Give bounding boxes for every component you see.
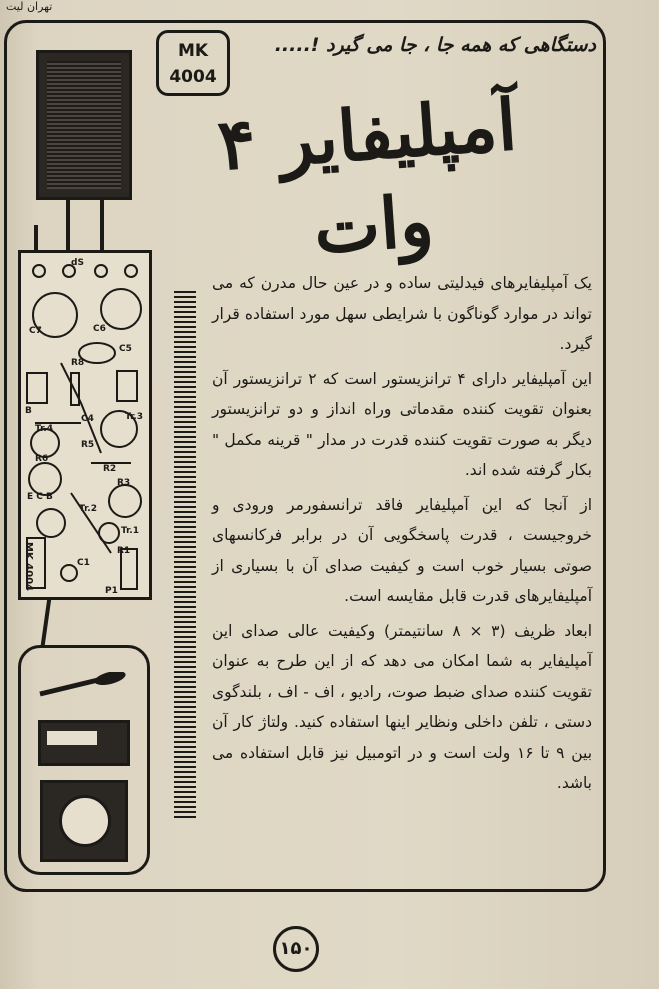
svg-text:R2: R2 [103,464,117,474]
article-paragraph: یک آمپلیفایرهای فیدلیتی ساده و در عین حال مدرن که می تواند در موارد گوناگون با شرایطی سهل مورد استفاده قرار گیرد. [212,274,592,353]
pcb-diagram [18,250,152,600]
microphone-icon [38,672,130,698]
page-number: ۱۵۰ [273,926,319,972]
product-code-line2: 4004 [169,67,217,87]
pcb-layout [21,253,149,597]
speaker-cable [100,198,104,258]
svg-text:E C B: E C B [27,492,53,502]
product-code-box [156,30,230,96]
article-paragraph: ابعاد ظریف (۳ × ۸ سانتیمتر) وکیفیت عالی صدای این آمپلیفایر به شما امکان می دهد که از این طرح به عنوان تقویت کننده صدای ضبط صوت، رادیو ، اف - اف ، بلندگوی دستی ، تلفن داخلی ونظایر اینها استفاده کنید. ولتاژ کار آن بین ۹ تا ۱۶ ولت است و در اتومبیل نیز قابل استفاده می باشد. [212,621,593,792]
svg-text:C1: C1 [77,558,90,568]
article-paragraph: از آنجا که این آمپلیفایر فاقد ترانسفورمر ورودی و خروجیست ، قدرت پاسخگویی آن در برابر فرکانسهای صوتی بسیار خوب است و کیفیت صدای آن با بسیاری از آمپلیفایرهای قدرت قابل مقایسه است. [212,495,592,605]
svg-text:C4: C4 [81,414,94,424]
svg-text:C7: C7 [29,326,42,336]
decorative-ruler [174,288,196,818]
article-paragraph: این آمپلیفایر دارای ۴ ترانزیستور است که ۲ ترانزیستور آن بعنوان تقویت کننده مقدماتی وراه انداز و دو ترانزیستور دیگر به صورت تقویت کننده قدرت در مدار " قرینه مکمل " بکار گرفته شده اند. [212,369,592,479]
article-body [212,268,592,803]
svg-text:R8: R8 [71,358,85,368]
page-title: آمپلیفایر ۴ وات [215,82,520,270]
svg-text:Tr.2: Tr.2 [79,504,97,514]
svg-text:R3: R3 [117,478,131,488]
cassette-deck-icon [38,720,130,766]
turntable-icon [40,780,128,862]
svg-text:Tr.4: Tr.4 [35,424,53,434]
svg-text:Tr.1: Tr.1 [121,526,139,536]
svg-text:B: B [25,406,32,416]
svg-text:R5: R5 [81,440,95,450]
speaker-icon [36,50,132,200]
svg-text:R6: R6 [35,454,49,464]
svg-text:R1: R1 [117,546,131,556]
product-code-line1: MK [177,41,209,61]
svg-text:dS: dS [71,258,84,268]
svg-text:C6: C6 [93,324,106,334]
pcb-model-label: MK 4004 [23,542,34,592]
svg-text:Tr.3: Tr.3 [125,412,143,422]
running-head: تهران لیت [6,0,53,13]
speaker-cable [66,198,70,258]
svg-text:C5: C5 [119,344,132,354]
svg-text:P1: P1 [105,586,118,596]
tagline: دستگاهی که همه جا ، جا می گیرد !..... [274,34,596,56]
